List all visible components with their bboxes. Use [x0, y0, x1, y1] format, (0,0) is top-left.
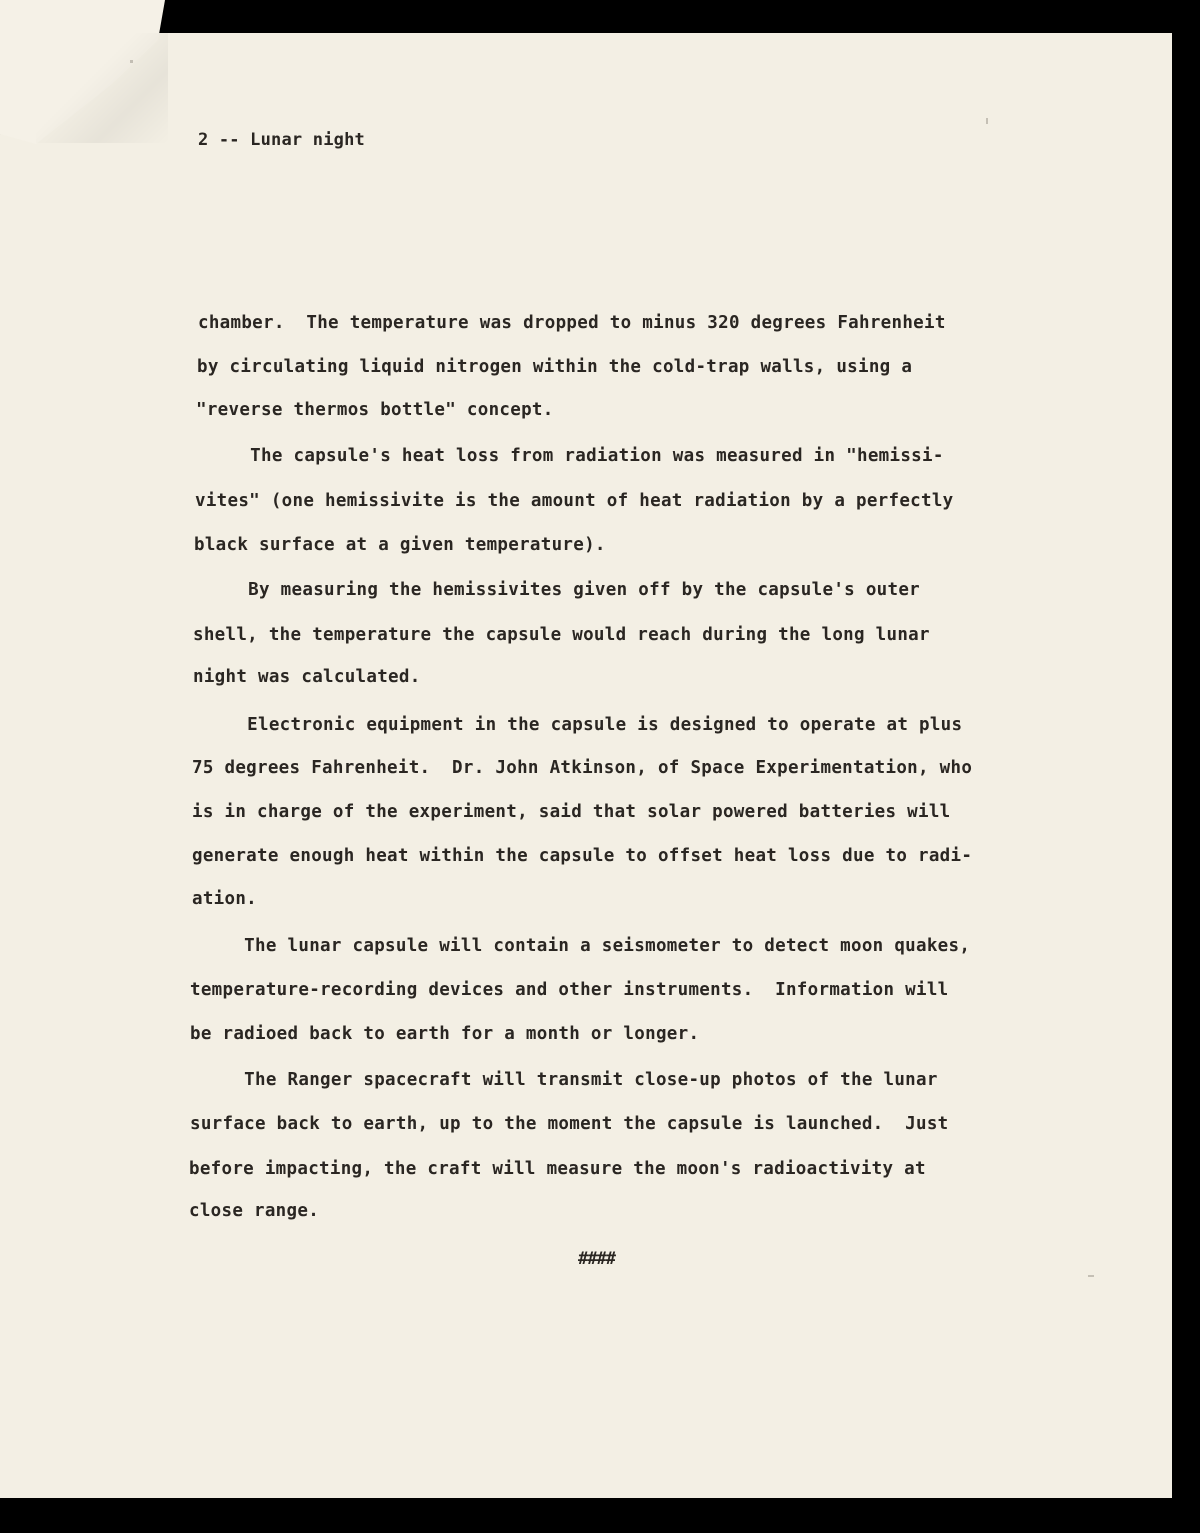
text-line: close range. — [189, 1201, 320, 1221]
text-line: temperature-recording devices and other instruments. Information will — [190, 980, 949, 1000]
page-header: 2 -- Lunar night — [198, 130, 365, 150]
end-mark: #### — [578, 1249, 615, 1269]
fold-shadow — [36, 33, 168, 143]
text-line: black surface at a given temperature). — [194, 535, 606, 555]
text-line: before impacting, the craft will measure the moon's radioactivity at — [189, 1159, 926, 1179]
text-line: surface back to earth, up to the moment the capsule is launched. Just — [190, 1114, 949, 1134]
text-line: By measuring the hemissivites given off by the capsule's outer — [194, 580, 921, 600]
text-line: be radioed back to earth for a month or longer. — [190, 1024, 700, 1044]
text-line: ation. — [192, 889, 258, 909]
text-line: 75 degrees Fahrenheit. Dr. John Atkinson, of Space Experimentation, who — [192, 758, 973, 778]
paper-speck — [130, 60, 133, 63]
text-line: chamber. The temperature was dropped to minus 320 degrees Fahrenheit — [198, 313, 946, 333]
paper-speck — [986, 118, 988, 124]
text-line: "reverse thermos bottle" concept. — [196, 400, 554, 420]
text-line: generate enough heat within the capsule to offset heat loss due to radi- — [192, 846, 973, 866]
text-line: shell, the temperature the capsule would reach during the long lunar — [193, 625, 930, 645]
paper-speck — [1088, 1275, 1094, 1277]
text-line: is in charge of the experiment, said that solar powered batteries will — [192, 802, 951, 822]
text-line: The Ranger spacecraft will transmit close-up photos of the lunar — [190, 1070, 938, 1090]
text-line: vites" (one hemissivite is the amount of heat radiation by a perfectly — [195, 491, 954, 511]
text-line: by circulating liquid nitrogen within the cold-trap walls, using a — [197, 357, 913, 377]
text-line: The capsule's heat loss from radiation was measured in "hemissi- — [196, 446, 944, 466]
text-line: Electronic equipment in the capsule is designed to operate at plus — [193, 715, 963, 735]
text-line: The lunar capsule will contain a seismometer to detect moon quakes, — [190, 936, 971, 956]
text-line: night was calculated. — [193, 667, 421, 687]
